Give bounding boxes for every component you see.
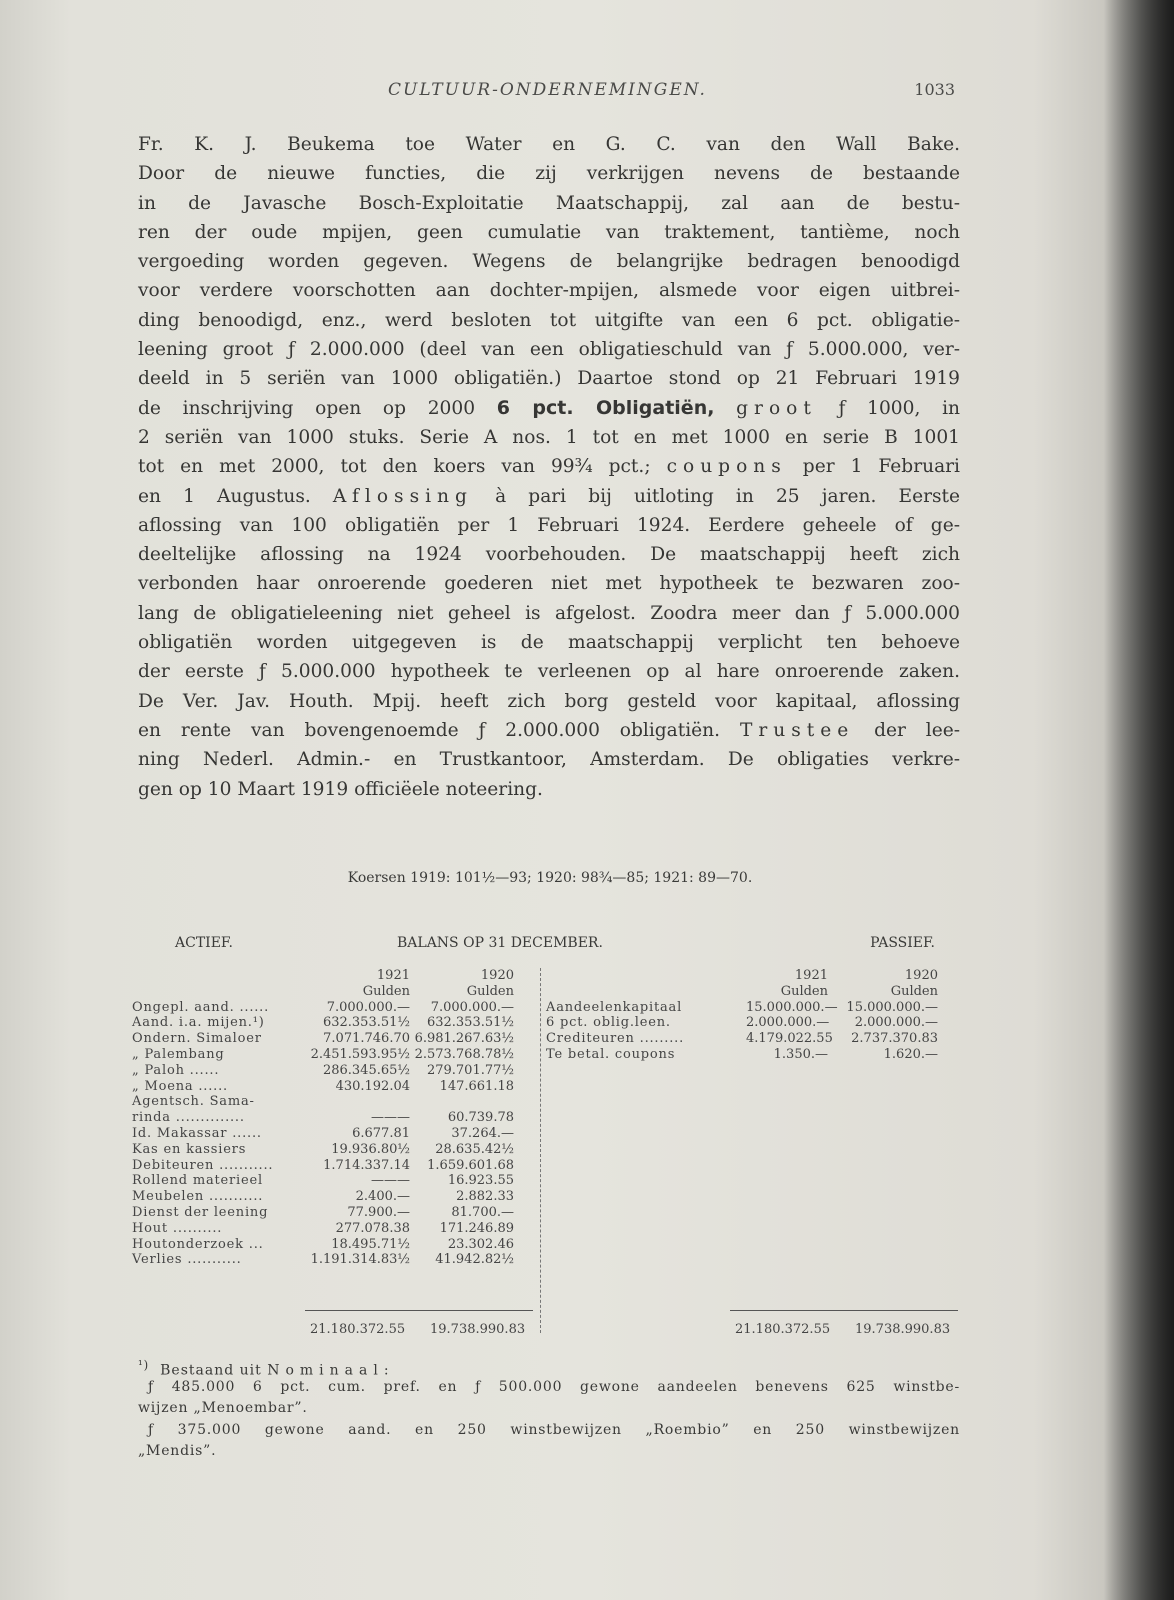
value-1921: 286.345.65½ xyxy=(322,1062,410,1078)
text-run: en 1 Augustus. xyxy=(138,485,333,507)
row-label: Te betal. coupons xyxy=(546,1046,676,1062)
value-1920: 632.353.51½ xyxy=(426,1015,514,1031)
footnote-line: wijzen „Menoembar”. xyxy=(138,1400,308,1416)
table-row xyxy=(132,1142,514,1158)
value-1921: 18.495.71½ xyxy=(331,1236,410,1252)
table-row xyxy=(132,1047,514,1063)
table-row xyxy=(132,1173,514,1189)
value-1920: 2.737.370.83 xyxy=(851,1031,938,1047)
table-row xyxy=(546,1047,938,1063)
value-1920: 15.000.000.— xyxy=(846,999,938,1015)
text-run: ƒ 1000, in xyxy=(816,397,960,419)
footnote-line: ƒ 485.000 6 pct. cum. pref. en ƒ 500.000 gewone aandeelen benevens 625 winstbe- xyxy=(148,1378,960,1395)
value-1921: 1.191.314.83½ xyxy=(310,1252,410,1268)
footnote-line: „Mendis”. xyxy=(138,1443,217,1459)
value-1921: 19.936.80½ xyxy=(331,1141,410,1157)
page-number: 1033 xyxy=(914,80,955,99)
passief-total-1920: 19.738.990.83 xyxy=(855,1322,951,1337)
table-row xyxy=(546,1000,938,1016)
value-1920: 171.246.89 xyxy=(439,1220,514,1236)
text-line-bond-issue xyxy=(138,394,960,423)
value-1920: 147.661.18 xyxy=(439,1078,514,1094)
value-1920: 1.620.— xyxy=(883,1046,938,1062)
spaced-word: coupons xyxy=(666,456,787,478)
text-run: : xyxy=(383,1362,390,1379)
row-label: „ Moena ...... xyxy=(132,1078,228,1094)
table-row xyxy=(132,1079,514,1095)
running-title: CULTUUR-ONDERNEMINGEN. xyxy=(388,80,707,100)
table-row xyxy=(132,1189,514,1205)
text-line: aflossing van 100 obligatiën per 1 Februari 1924. Eerdere geheele of ge- xyxy=(138,514,960,536)
value-1920: 6.981.267.63½ xyxy=(414,1031,514,1047)
row-label: Dienst der leening xyxy=(132,1204,269,1220)
text-line xyxy=(138,716,960,745)
text-line: vergoeding worden gegeven. Wegens de belangrijke bedragen benoodigd xyxy=(138,251,960,273)
column-year: 1920 xyxy=(480,968,514,983)
row-label: Ongepl. aand. ...... xyxy=(132,999,270,1015)
table-row xyxy=(132,1221,514,1237)
text-line: 2 seriën van 1000 stuks. Serie A nos. 1 tot en met 1000 en serie B 1001 xyxy=(138,426,960,448)
text-run: Bestaand uit xyxy=(160,1362,268,1379)
value-1921: 2.400.— xyxy=(355,1189,410,1205)
text-run: à pari bij uitloting in 25 jaren. Eerste xyxy=(472,485,960,507)
row-label: Ondern. Simaloer xyxy=(132,1031,262,1047)
column-divider xyxy=(540,968,542,1333)
koersen-line: Koersen 1919: 101½—93; 1920: 98¾—85; 1921: 89—70. xyxy=(347,870,753,886)
value-1921: 2.451.593.95½ xyxy=(310,1046,410,1062)
column-unit: Gulden xyxy=(890,983,938,999)
value-1920: 37.264.— xyxy=(451,1125,514,1141)
row-label: „ Paloh ...... xyxy=(132,1062,220,1078)
spaced-word: Trustee xyxy=(739,719,855,741)
text-run: en rente van bovengenoemde ƒ 2.000.000 obligatiën. xyxy=(138,719,740,741)
text-run: de inschrijving open op 2000 xyxy=(138,397,497,419)
value-1921: 430.192.04 xyxy=(335,1078,410,1094)
value-1921: ——— xyxy=(371,1110,410,1126)
value-1921: 2.000.000.— xyxy=(746,1015,830,1031)
column-unit-row xyxy=(132,984,514,1000)
value-1921: 4.179.022.55 xyxy=(746,1031,833,1047)
table-row xyxy=(132,1252,514,1268)
value-1921: 77.900.— xyxy=(347,1204,410,1220)
value-1920: 2.000.000.— xyxy=(854,1015,938,1031)
text-line: lang de obligatieleening niet geheel is afgelost. Zoodra meer dan ƒ 5.000.000 xyxy=(138,602,960,624)
table-row xyxy=(132,1031,514,1047)
value-1920: 2.573.768.78½ xyxy=(414,1046,514,1062)
value-1921: 1.350.— xyxy=(773,1046,828,1062)
value-1921: 632.353.51½ xyxy=(322,1015,410,1031)
footnote xyxy=(138,1355,960,1463)
footnote-intro xyxy=(138,1355,960,1377)
row-label: Crediteuren ......... xyxy=(546,1031,685,1047)
table-row xyxy=(132,1205,514,1221)
table-row xyxy=(132,1126,514,1142)
column-year-row xyxy=(546,968,938,984)
balance-sheet-header xyxy=(175,935,935,955)
text-run: der lee- xyxy=(854,719,960,741)
running-header xyxy=(140,80,955,106)
passief-total-1921: 21.180.372.55 xyxy=(735,1322,831,1337)
text-line: obligatiën worden uitgegeven is de maatschappij verplicht ten behoeve xyxy=(138,632,960,654)
actief-total-1920: 19.738.990.83 xyxy=(430,1322,526,1337)
row-label: Debiteuren ........... xyxy=(132,1157,274,1173)
column-unit-row xyxy=(546,984,938,1000)
text-line: Door de nieuwe functies, die zij verkrijgen nevens de bestaande xyxy=(138,163,960,185)
row-label: Aandeelenkapitaal xyxy=(546,999,683,1015)
row-label: Id. Makassar ...... xyxy=(132,1125,262,1141)
value-1921: ——— xyxy=(371,1173,410,1189)
passief-table xyxy=(546,968,938,1063)
row-label: Aand. i.a. mijen.¹) xyxy=(132,1015,265,1031)
row-label: Kas en kassiers xyxy=(132,1141,247,1157)
value-1921: 7.071.746.70 xyxy=(323,1031,410,1047)
text-run: tot en met 2000, tot den koers van 99¾ pct.; xyxy=(138,456,667,478)
passief-label: PASSIEF. xyxy=(870,935,935,951)
value-1921: 277.078.38 xyxy=(335,1220,410,1236)
column-unit: Gulden xyxy=(780,983,828,999)
value-1920: 23.302.46 xyxy=(447,1236,514,1252)
total-rule xyxy=(305,1310,533,1311)
body-paragraph xyxy=(138,130,960,804)
column-year: 1921 xyxy=(376,968,410,983)
text-line: der eerste ƒ 5.000.000 hypotheek te verleenen op al hare onroerende zaken. xyxy=(138,661,960,683)
spaced-word: groot xyxy=(736,397,817,419)
value-1920: 81.700.— xyxy=(451,1204,514,1220)
text-line: De Ver. Jav. Houth. Mpij. heeft zich borg gesteld voor kapitaal, aflossing xyxy=(138,690,960,712)
bold-heading-obligatien: 6 pct. Obligatiën, xyxy=(496,396,715,419)
row-label: Meubelen ........... xyxy=(132,1189,264,1205)
value-1920: 16.923.55 xyxy=(447,1173,514,1189)
row-label: Verlies ........... xyxy=(132,1252,242,1268)
value-1920: 2.882.33 xyxy=(456,1189,514,1205)
value-1920: 1.659.601.68 xyxy=(427,1157,514,1173)
value-1920 xyxy=(410,1094,514,1110)
footnote-line: ƒ 375.000 gewone aand. en 250 winstbewijzen „Roembio” en 250 winstbewijzen xyxy=(148,1421,960,1438)
value-1920: 28.635.42½ xyxy=(435,1141,514,1157)
table-row xyxy=(546,1015,938,1031)
text-line: deeld in 5 seriën van 1000 obligatiën.) Daartoe stond op 21 Februari 1919 xyxy=(138,368,960,390)
row-label: Hout .......... xyxy=(132,1220,223,1236)
text-line: Fr. K. J. Beukema toe Water en G. C. van den Wall Bake. xyxy=(138,134,960,155)
spaced-word: Nominaal xyxy=(267,1362,384,1379)
text-line xyxy=(138,482,960,511)
column-year: 1921 xyxy=(794,968,828,983)
value-1920: 279.701.77½ xyxy=(426,1062,514,1078)
table-row xyxy=(132,1237,514,1253)
book-spine-shadow xyxy=(1104,0,1174,1600)
text-line: gen op 10 Maart 1919 officiëele noteering. xyxy=(138,778,543,800)
text-line: ren der oude mpijen, geen cumulatie van traktement, tantième, noch xyxy=(138,221,960,243)
row-label: Rollend materieel xyxy=(132,1173,263,1189)
balance-sheet-title: BALANS OP 31 DECEMBER. xyxy=(397,935,603,951)
table-row xyxy=(546,1031,938,1047)
text-line xyxy=(138,452,960,481)
table-row xyxy=(132,1158,514,1174)
actief-rows xyxy=(132,1000,514,1269)
column-year: 1920 xyxy=(904,968,938,983)
text-run: per 1 Februari xyxy=(786,456,960,478)
row-label: 6 pct. oblig.leen. xyxy=(546,1015,671,1031)
value-1920: 60.739.78 xyxy=(447,1110,514,1126)
text-line: ning Nederl. Admin.- en Trustkantoor, Amsterdam. De obligaties verkre- xyxy=(138,749,960,771)
value-1921: 15.000.000.— xyxy=(746,999,838,1015)
text-line: leening groot ƒ 2.000.000 (deel van een obligatieschuld van ƒ 5.000.000, ver- xyxy=(138,339,960,361)
row-label: rinda .............. xyxy=(132,1110,245,1126)
value-1921: 1.714.337.14 xyxy=(323,1157,410,1173)
spaced-word: Aflossing xyxy=(332,485,473,507)
column-unit: Gulden xyxy=(466,983,514,999)
value-1921: 6.677.81 xyxy=(352,1125,410,1141)
table-row xyxy=(132,1110,514,1126)
text-line: deeltelijke aflossing na 1924 voorbehouden. De maatschappij heeft zich xyxy=(138,544,960,566)
table-row xyxy=(132,1015,514,1031)
row-label: Houtonderzoek ... xyxy=(132,1236,264,1252)
row-label: „ Palembang xyxy=(132,1046,225,1062)
actief-total-1921: 21.180.372.55 xyxy=(310,1322,406,1337)
actief-label: ACTIEF. xyxy=(175,935,233,951)
total-rule xyxy=(730,1310,958,1311)
value-1920: 41.942.82½ xyxy=(435,1252,514,1268)
value-1920: 7.000.000.— xyxy=(430,999,514,1015)
text-line: voor verdere voorschotten aan dochter-mpijen, alsmede voor eigen uitbrei- xyxy=(138,280,960,302)
text-line: ding benoodigd, enz., werd besloten tot uitgifte van een 6 pct. obligatie- xyxy=(138,309,960,331)
actief-table xyxy=(132,968,514,1268)
column-year-row xyxy=(132,968,514,984)
footnote-marker: ¹) xyxy=(138,1358,150,1372)
passief-rows xyxy=(546,1000,938,1063)
table-row xyxy=(132,1000,514,1016)
text-line: verbonden haar onroerende goederen niet met hypotheek te bezwaren zoo- xyxy=(138,573,960,595)
table-row xyxy=(132,1094,514,1110)
column-unit: Gulden xyxy=(362,983,410,999)
row-label: Agentsch. Sama- xyxy=(132,1094,255,1110)
text-line: in de Javasche Bosch-Exploitatie Maatschappij, zal aan de bestu- xyxy=(138,192,960,214)
table-row xyxy=(132,1063,514,1079)
value-1921 xyxy=(307,1094,410,1110)
value-1921: 7.000.000.— xyxy=(326,999,410,1015)
